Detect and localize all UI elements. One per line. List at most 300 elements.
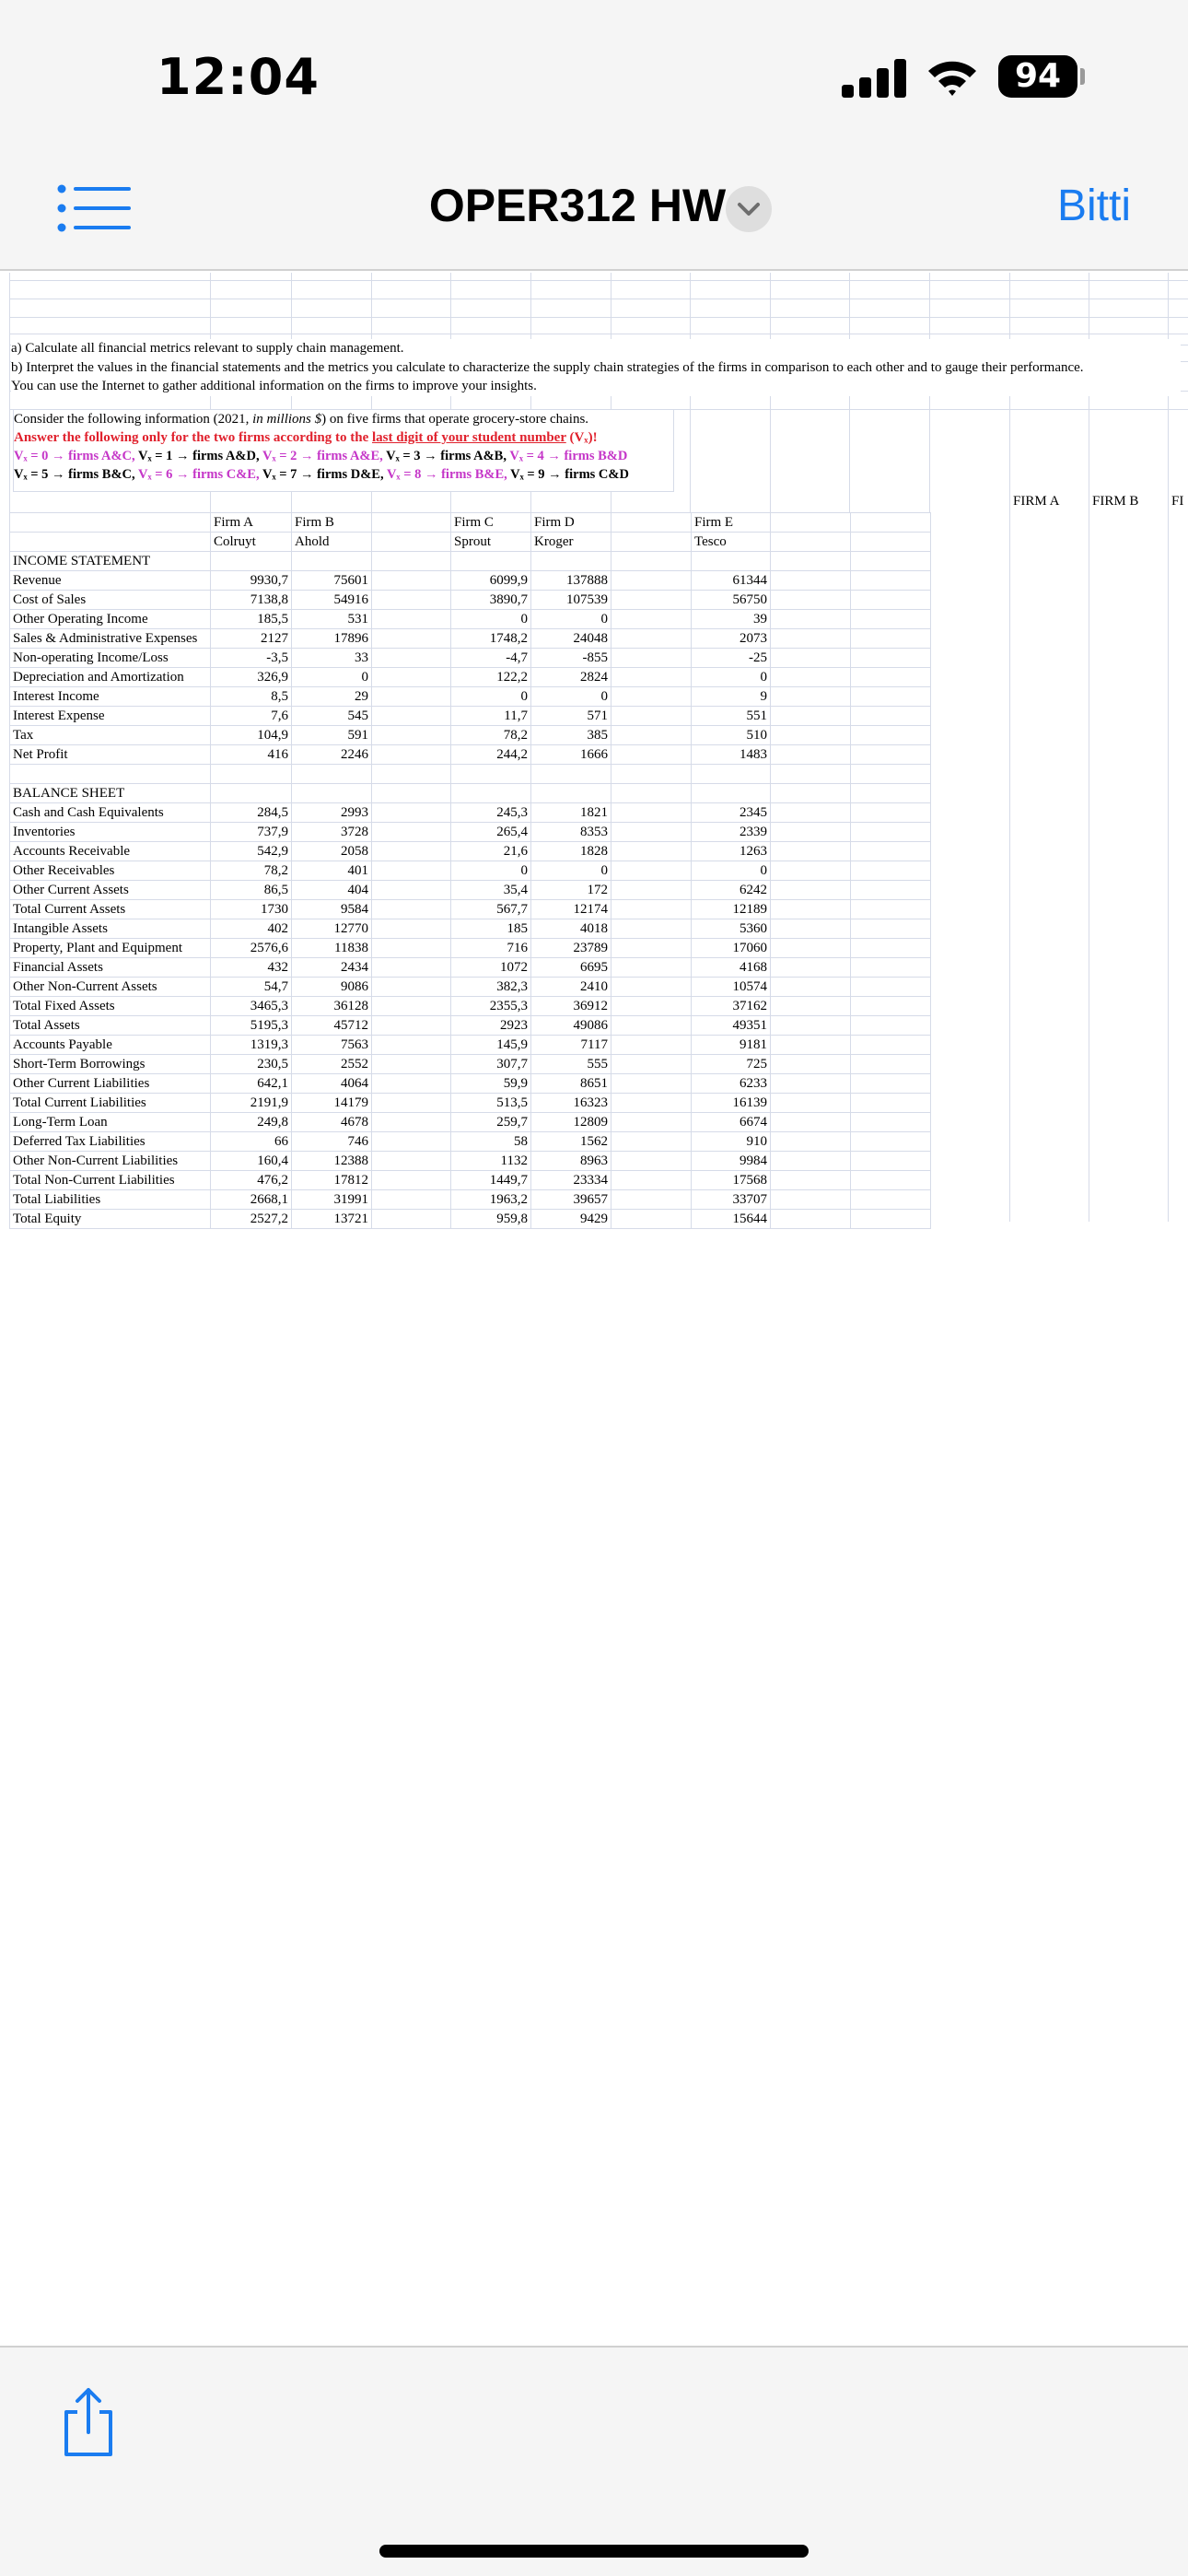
empty-cell[interactable] <box>771 707 851 726</box>
value-cell[interactable]: 14179 <box>292 1093 372 1112</box>
firm-header-cell[interactable]: Colruyt <box>211 533 292 552</box>
empty-cell[interactable] <box>771 938 851 957</box>
value-cell[interactable]: 2073 <box>692 629 771 649</box>
empty-cell[interactable] <box>372 668 451 687</box>
value-cell[interactable]: 545 <box>292 707 372 726</box>
value-cell[interactable]: 75601 <box>292 571 372 591</box>
empty-cell[interactable] <box>851 571 931 591</box>
empty-cell[interactable] <box>771 591 851 610</box>
empty-cell[interactable] <box>771 610 851 629</box>
value-cell[interactable]: 12809 <box>531 1112 611 1131</box>
empty-cell[interactable] <box>851 591 931 610</box>
row-label-cell[interactable]: Total Assets <box>10 1015 211 1035</box>
empty-cell[interactable] <box>611 1112 692 1131</box>
value-cell[interactable]: 36912 <box>531 996 611 1015</box>
empty-cell[interactable] <box>771 1131 851 1151</box>
value-cell[interactable]: 3890,7 <box>451 591 531 610</box>
value-cell[interactable]: 1730 <box>211 899 292 919</box>
empty-cell[interactable] <box>10 533 211 552</box>
value-cell[interactable]: 510 <box>692 726 771 745</box>
empty-cell[interactable] <box>531 765 611 784</box>
value-cell[interactable]: 10574 <box>692 977 771 996</box>
empty-cell[interactable] <box>692 552 771 571</box>
value-cell[interactable]: 6695 <box>531 957 611 977</box>
empty-cell[interactable] <box>771 919 851 938</box>
row-label-cell[interactable]: Sales & Administrative Expenses <box>10 629 211 649</box>
value-cell[interactable]: 2923 <box>451 1015 531 1035</box>
row-label-cell[interactable]: Other Current Assets <box>10 880 211 899</box>
value-cell[interactable]: -25 <box>692 649 771 668</box>
empty-cell[interactable] <box>771 802 851 822</box>
empty-cell[interactable] <box>851 861 931 880</box>
empty-cell[interactable] <box>611 1073 692 1093</box>
value-cell[interactable]: 0 <box>531 610 611 629</box>
value-cell[interactable]: 555 <box>531 1054 611 1073</box>
empty-cell[interactable] <box>851 1015 931 1035</box>
empty-cell[interactable] <box>851 745 931 765</box>
empty-cell[interactable] <box>771 1073 851 1093</box>
empty-cell[interactable] <box>611 668 692 687</box>
empty-cell[interactable] <box>851 513 931 533</box>
empty-cell[interactable] <box>372 629 451 649</box>
value-cell[interactable]: 31991 <box>292 1189 372 1209</box>
value-cell[interactable]: 0 <box>531 687 611 707</box>
row-label-cell[interactable]: Accounts Receivable <box>10 841 211 861</box>
row-label-cell[interactable]: Interest Expense <box>10 707 211 726</box>
value-cell[interactable]: 3465,3 <box>211 996 292 1015</box>
value-cell[interactable]: 2339 <box>692 822 771 841</box>
value-cell[interactable]: 6233 <box>692 1073 771 1093</box>
empty-cell[interactable] <box>771 822 851 841</box>
section-title-cell[interactable]: INCOME STATEMENT <box>10 552 211 571</box>
row-label-cell[interactable]: Other Operating Income <box>10 610 211 629</box>
row-label-cell[interactable]: Interest Income <box>10 687 211 707</box>
value-cell[interactable]: 6242 <box>692 880 771 899</box>
empty-cell[interactable] <box>372 957 451 977</box>
value-cell[interactable]: 12174 <box>531 899 611 919</box>
value-cell[interactable]: 4018 <box>531 919 611 938</box>
row-label-cell[interactable]: Other Current Liabilities <box>10 1073 211 1093</box>
value-cell[interactable]: 16323 <box>531 1093 611 1112</box>
empty-cell[interactable] <box>372 841 451 861</box>
empty-cell[interactable] <box>771 533 851 552</box>
empty-cell[interactable] <box>771 1093 851 1112</box>
row-label-cell[interactable]: Other Non-Current Assets <box>10 977 211 996</box>
empty-cell[interactable] <box>771 841 851 861</box>
empty-cell[interactable] <box>611 591 692 610</box>
spreadsheet-document[interactable] <box>0 273 1188 2346</box>
empty-cell[interactable] <box>851 629 931 649</box>
empty-cell[interactable] <box>851 977 931 996</box>
row-label-cell[interactable]: Other Receivables <box>10 861 211 880</box>
empty-cell[interactable] <box>611 977 692 996</box>
value-cell[interactable]: 0 <box>451 610 531 629</box>
value-cell[interactable]: 0 <box>692 668 771 687</box>
value-cell[interactable]: 17812 <box>292 1170 372 1189</box>
value-cell[interactable]: 137888 <box>531 571 611 591</box>
row-label-cell[interactable]: Depreciation and Amortization <box>10 668 211 687</box>
empty-cell[interactable] <box>851 802 931 822</box>
empty-cell[interactable] <box>611 841 692 861</box>
value-cell[interactable]: 1072 <box>451 957 531 977</box>
empty-cell[interactable] <box>611 552 692 571</box>
value-cell[interactable]: 37162 <box>692 996 771 1015</box>
empty-cell[interactable] <box>372 938 451 957</box>
empty-cell[interactable] <box>851 1112 931 1131</box>
value-cell[interactable]: 1483 <box>692 745 771 765</box>
empty-cell[interactable] <box>771 1209 851 1228</box>
empty-cell[interactable] <box>851 1093 931 1112</box>
value-cell[interactable]: 0 <box>292 668 372 687</box>
empty-cell[interactable] <box>851 707 931 726</box>
empty-cell[interactable] <box>372 1131 451 1151</box>
value-cell[interactable]: 2355,3 <box>451 996 531 1015</box>
empty-cell[interactable] <box>771 880 851 899</box>
empty-cell[interactable] <box>611 687 692 707</box>
empty-cell[interactable] <box>851 552 931 571</box>
empty-cell[interactable] <box>611 1093 692 1112</box>
empty-cell[interactable] <box>851 1035 931 1054</box>
value-cell[interactable]: 15644 <box>692 1209 771 1228</box>
empty-cell[interactable] <box>851 765 931 784</box>
firm-header-cell[interactable]: Ahold <box>292 533 372 552</box>
firm-header-cell[interactable]: Kroger <box>531 533 611 552</box>
empty-cell[interactable] <box>611 899 692 919</box>
empty-cell[interactable] <box>611 1131 692 1151</box>
value-cell[interactable]: 0 <box>531 861 611 880</box>
empty-cell[interactable] <box>372 726 451 745</box>
value-cell[interactable]: 2127 <box>211 629 292 649</box>
value-cell[interactable]: 54,7 <box>211 977 292 996</box>
empty-cell[interactable] <box>611 1035 692 1054</box>
value-cell[interactable]: 59,9 <box>451 1073 531 1093</box>
value-cell[interactable]: 2527,2 <box>211 1209 292 1228</box>
empty-cell[interactable] <box>851 899 931 919</box>
empty-cell[interactable] <box>692 765 771 784</box>
value-cell[interactable]: 8,5 <box>211 687 292 707</box>
value-cell[interactable]: 2058 <box>292 841 372 861</box>
empty-cell[interactable] <box>611 783 692 802</box>
value-cell[interactable]: 35,4 <box>451 880 531 899</box>
value-cell[interactable]: 3728 <box>292 822 372 841</box>
empty-cell[interactable] <box>851 822 931 841</box>
row-label-cell[interactable]: Accounts Payable <box>10 1035 211 1054</box>
value-cell[interactable]: 12189 <box>692 899 771 919</box>
value-cell[interactable]: 642,1 <box>211 1073 292 1093</box>
empty-cell[interactable] <box>372 822 451 841</box>
empty-cell[interactable] <box>611 957 692 977</box>
value-cell[interactable]: 49351 <box>692 1015 771 1035</box>
empty-cell[interactable] <box>771 1054 851 1073</box>
row-label-cell[interactable]: Property, Plant and Equipment <box>10 938 211 957</box>
value-cell[interactable]: 36128 <box>292 996 372 1015</box>
value-cell[interactable]: 8651 <box>531 1073 611 1093</box>
empty-cell[interactable] <box>851 533 931 552</box>
row-label-cell[interactable]: Total Fixed Assets <box>10 996 211 1015</box>
empty-cell[interactable] <box>771 1112 851 1131</box>
empty-cell[interactable] <box>851 919 931 938</box>
value-cell[interactable]: 66 <box>211 1131 292 1151</box>
value-cell[interactable]: 9 <box>692 687 771 707</box>
empty-cell[interactable] <box>372 1189 451 1209</box>
value-cell[interactable]: 326,9 <box>211 668 292 687</box>
value-cell[interactable]: 12770 <box>292 919 372 938</box>
empty-cell[interactable] <box>771 1035 851 1054</box>
value-cell[interactable]: 284,5 <box>211 802 292 822</box>
empty-cell[interactable] <box>611 765 692 784</box>
empty-cell[interactable] <box>372 977 451 996</box>
value-cell[interactable]: 1748,2 <box>451 629 531 649</box>
empty-cell[interactable] <box>372 880 451 899</box>
firm-header-cell[interactable]: Firm B <box>292 513 372 533</box>
value-cell[interactable]: 2246 <box>292 745 372 765</box>
value-cell[interactable]: 1821 <box>531 802 611 822</box>
empty-cell[interactable] <box>611 861 692 880</box>
empty-cell[interactable] <box>611 1189 692 1209</box>
empty-cell[interactable] <box>372 783 451 802</box>
empty-cell[interactable] <box>851 1073 931 1093</box>
empty-cell[interactable] <box>611 649 692 668</box>
empty-cell[interactable] <box>611 822 692 841</box>
value-cell[interactable]: 33707 <box>692 1189 771 1209</box>
value-cell[interactable]: 4168 <box>692 957 771 977</box>
value-cell[interactable]: 7117 <box>531 1035 611 1054</box>
empty-cell[interactable] <box>851 880 931 899</box>
empty-cell[interactable] <box>611 1015 692 1035</box>
value-cell[interactable]: 385 <box>531 726 611 745</box>
empty-cell[interactable] <box>771 571 851 591</box>
value-cell[interactable]: 1263 <box>692 841 771 861</box>
value-cell[interactable]: 591 <box>292 726 372 745</box>
value-cell[interactable]: 1666 <box>531 745 611 765</box>
value-cell[interactable]: 7138,8 <box>211 591 292 610</box>
empty-cell[interactable] <box>372 1112 451 1131</box>
empty-cell[interactable] <box>292 552 372 571</box>
empty-cell[interactable] <box>771 957 851 977</box>
value-cell[interactable]: 2576,6 <box>211 938 292 957</box>
value-cell[interactable]: 6099,9 <box>451 571 531 591</box>
value-cell[interactable]: 0 <box>451 861 531 880</box>
value-cell[interactable]: 11,7 <box>451 707 531 726</box>
value-cell[interactable]: 78,2 <box>211 861 292 880</box>
value-cell[interactable]: 249,8 <box>211 1112 292 1131</box>
value-cell[interactable]: 2668,1 <box>211 1189 292 1209</box>
empty-cell[interactable] <box>771 1170 851 1189</box>
value-cell[interactable]: 2410 <box>531 977 611 996</box>
empty-cell[interactable] <box>611 1054 692 1073</box>
empty-cell[interactable] <box>771 668 851 687</box>
empty-cell[interactable] <box>851 783 931 802</box>
section-title-cell[interactable]: BALANCE SHEET <box>10 783 211 802</box>
value-cell[interactable]: 9984 <box>692 1151 771 1170</box>
value-cell[interactable]: 8963 <box>531 1151 611 1170</box>
value-cell[interactable]: 12388 <box>292 1151 372 1170</box>
share-icon[interactable] <box>59 2384 118 2458</box>
row-label-cell[interactable]: Inventories <box>10 822 211 841</box>
empty-cell[interactable] <box>851 649 931 668</box>
value-cell[interactable]: 1319,3 <box>211 1035 292 1054</box>
empty-cell[interactable] <box>292 765 372 784</box>
row-label-cell[interactable]: Tax <box>10 726 211 745</box>
firm-header-cell[interactable]: Firm E <box>692 513 771 533</box>
row-label-cell[interactable]: Cost of Sales <box>10 591 211 610</box>
empty-cell[interactable] <box>771 996 851 1015</box>
value-cell[interactable]: -3,5 <box>211 649 292 668</box>
value-cell[interactable]: 265,4 <box>451 822 531 841</box>
value-cell[interactable]: 959,8 <box>451 1209 531 1228</box>
firm-header-cell[interactable]: Firm D <box>531 513 611 533</box>
value-cell[interactable]: 542,9 <box>211 841 292 861</box>
empty-cell[interactable] <box>451 552 531 571</box>
value-cell[interactable]: 716 <box>451 938 531 957</box>
value-cell[interactable]: 432 <box>211 957 292 977</box>
value-cell[interactable]: 1562 <box>531 1131 611 1151</box>
empty-cell[interactable] <box>771 649 851 668</box>
value-cell[interactable]: 551 <box>692 707 771 726</box>
value-cell[interactable]: 9930,7 <box>211 571 292 591</box>
value-cell[interactable]: -4,7 <box>451 649 531 668</box>
row-label-cell[interactable]: Financial Assets <box>10 957 211 977</box>
empty-cell[interactable] <box>611 802 692 822</box>
value-cell[interactable]: 8353 <box>531 822 611 841</box>
value-cell[interactable]: 6674 <box>692 1112 771 1131</box>
empty-cell[interactable] <box>851 687 931 707</box>
value-cell[interactable]: 1132 <box>451 1151 531 1170</box>
value-cell[interactable]: 2993 <box>292 802 372 822</box>
empty-cell[interactable] <box>611 880 692 899</box>
value-cell[interactable]: 13721 <box>292 1209 372 1228</box>
value-cell[interactable]: 5360 <box>692 919 771 938</box>
empty-cell[interactable] <box>372 707 451 726</box>
empty-cell[interactable] <box>851 1054 931 1073</box>
value-cell[interactable]: 7563 <box>292 1035 372 1054</box>
row-label-cell[interactable]: Other Non-Current Liabilities <box>10 1151 211 1170</box>
value-cell[interactable]: 402 <box>211 919 292 938</box>
value-cell[interactable]: 78,2 <box>451 726 531 745</box>
value-cell[interactable]: 571 <box>531 707 611 726</box>
empty-cell[interactable] <box>372 745 451 765</box>
empty-cell[interactable] <box>372 1209 451 1228</box>
empty-cell[interactable] <box>372 610 451 629</box>
value-cell[interactable]: 7,6 <box>211 707 292 726</box>
empty-cell[interactable] <box>611 571 692 591</box>
empty-cell[interactable] <box>611 1170 692 1189</box>
empty-cell[interactable] <box>372 1093 451 1112</box>
value-cell[interactable]: 382,3 <box>451 977 531 996</box>
empty-cell[interactable] <box>611 533 692 552</box>
value-cell[interactable]: 24048 <box>531 629 611 649</box>
value-cell[interactable]: 61344 <box>692 571 771 591</box>
empty-cell[interactable] <box>611 1151 692 1170</box>
empty-cell[interactable] <box>611 996 692 1015</box>
value-cell[interactable]: 245,3 <box>451 802 531 822</box>
empty-cell[interactable] <box>372 996 451 1015</box>
empty-cell[interactable] <box>851 996 931 1015</box>
value-cell[interactable]: 56750 <box>692 591 771 610</box>
empty-cell[interactable] <box>771 977 851 996</box>
row-label-cell[interactable]: Net Profit <box>10 745 211 765</box>
empty-cell[interactable] <box>611 745 692 765</box>
firm-header-cell[interactable]: Firm A <box>211 513 292 533</box>
row-label-cell[interactable]: Long-Term Loan <box>10 1112 211 1131</box>
empty-cell[interactable] <box>611 1209 692 1228</box>
value-cell[interactable]: 401 <box>292 861 372 880</box>
empty-cell[interactable] <box>611 938 692 957</box>
value-cell[interactable]: 185 <box>451 919 531 938</box>
empty-cell[interactable] <box>771 687 851 707</box>
value-cell[interactable]: 1828 <box>531 841 611 861</box>
empty-cell[interactable] <box>372 591 451 610</box>
value-cell[interactable]: 1963,2 <box>451 1189 531 1209</box>
row-label-cell[interactable]: Total Current Liabilities <box>10 1093 211 1112</box>
value-cell[interactable]: 86,5 <box>211 880 292 899</box>
row-label-cell[interactable]: Total Current Assets <box>10 899 211 919</box>
value-cell[interactable]: 39 <box>692 610 771 629</box>
empty-cell[interactable] <box>372 1151 451 1170</box>
empty-cell[interactable] <box>771 783 851 802</box>
empty-cell[interactable] <box>851 610 931 629</box>
empty-cell[interactable] <box>372 687 451 707</box>
empty-cell[interactable] <box>372 533 451 552</box>
empty-cell[interactable] <box>531 552 611 571</box>
value-cell[interactable]: 160,4 <box>211 1151 292 1170</box>
empty-cell[interactable] <box>851 1151 931 1170</box>
value-cell[interactable]: 122,2 <box>451 668 531 687</box>
empty-cell[interactable] <box>372 1035 451 1054</box>
empty-cell[interactable] <box>851 841 931 861</box>
value-cell[interactable]: 9429 <box>531 1209 611 1228</box>
empty-cell[interactable] <box>851 726 931 745</box>
empty-cell[interactable] <box>372 513 451 533</box>
empty-cell[interactable] <box>10 513 211 533</box>
value-cell[interactable]: 2552 <box>292 1054 372 1073</box>
empty-cell[interactable] <box>851 938 931 957</box>
value-cell[interactable]: 17896 <box>292 629 372 649</box>
empty-cell[interactable] <box>771 765 851 784</box>
value-cell[interactable]: 21,6 <box>451 841 531 861</box>
empty-cell[interactable] <box>771 513 851 533</box>
value-cell[interactable]: 54916 <box>292 591 372 610</box>
empty-cell[interactable] <box>372 1015 451 1035</box>
empty-cell[interactable] <box>372 861 451 880</box>
empty-cell[interactable] <box>611 919 692 938</box>
empty-cell[interactable] <box>771 1015 851 1035</box>
value-cell[interactable]: 2345 <box>692 802 771 822</box>
empty-cell[interactable] <box>851 1170 931 1189</box>
empty-cell[interactable] <box>851 668 931 687</box>
value-cell[interactable]: 4064 <box>292 1073 372 1093</box>
empty-cell[interactable] <box>531 783 611 802</box>
empty-cell[interactable] <box>211 765 292 784</box>
value-cell[interactable]: 0 <box>692 861 771 880</box>
value-cell[interactable]: 307,7 <box>451 1054 531 1073</box>
row-label-cell[interactable]: Revenue <box>10 571 211 591</box>
value-cell[interactable]: 244,2 <box>451 745 531 765</box>
value-cell[interactable]: 104,9 <box>211 726 292 745</box>
value-cell[interactable]: 2191,9 <box>211 1093 292 1112</box>
value-cell[interactable]: 476,2 <box>211 1170 292 1189</box>
value-cell[interactable]: 17568 <box>692 1170 771 1189</box>
empty-cell[interactable] <box>372 899 451 919</box>
value-cell[interactable]: 16139 <box>692 1093 771 1112</box>
empty-cell[interactable] <box>372 552 451 571</box>
value-cell[interactable]: 5195,3 <box>211 1015 292 1035</box>
value-cell[interactable]: 145,9 <box>451 1035 531 1054</box>
empty-cell[interactable] <box>771 899 851 919</box>
row-label-cell[interactable]: Total Liabilities <box>10 1189 211 1209</box>
value-cell[interactable]: 910 <box>692 1131 771 1151</box>
value-cell[interactable]: 230,5 <box>211 1054 292 1073</box>
